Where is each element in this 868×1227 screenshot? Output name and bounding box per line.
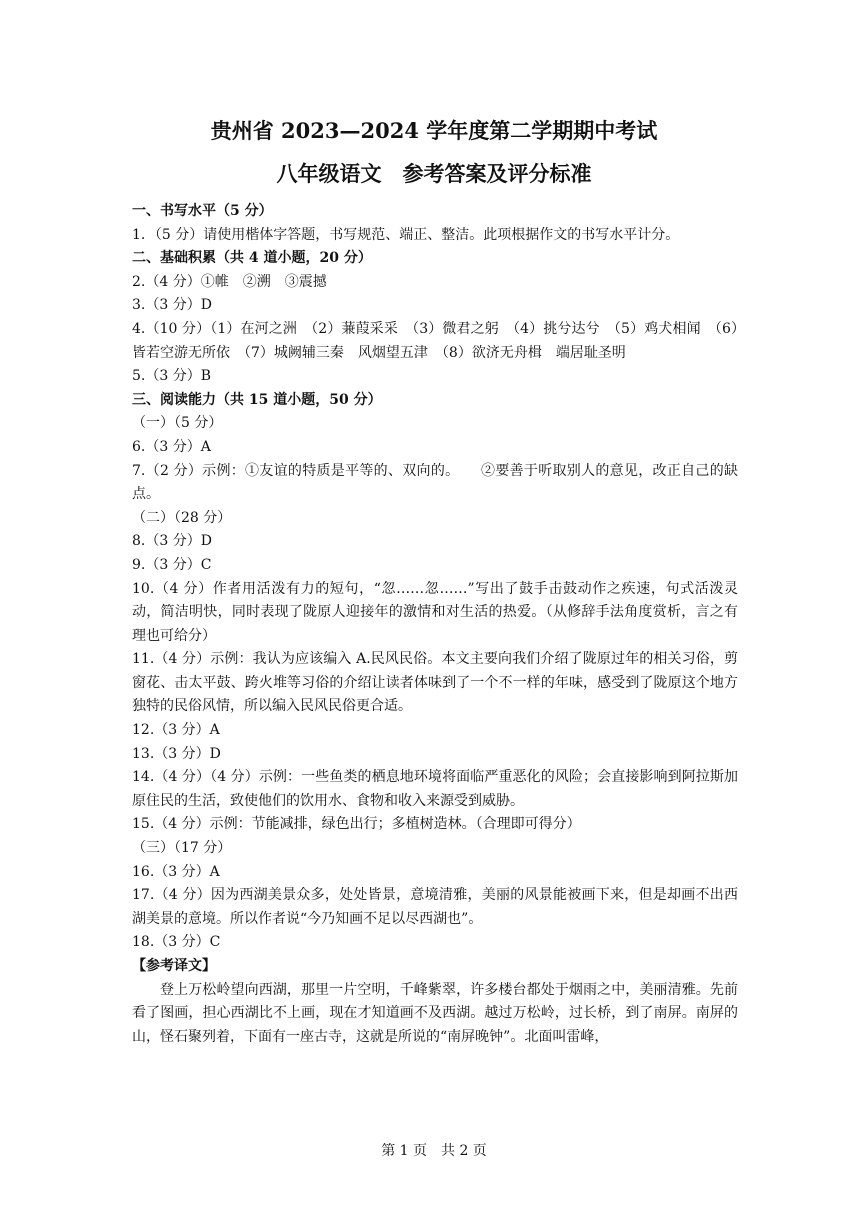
subsection-heading: （三）（17 分） — [132, 840, 232, 857]
section-heading-writing: 一、书写水平（5 分） — [132, 203, 273, 219]
answer-item: 15.（4 分）示例：节能减排，绿色出行；多植树造林。（合理即可得分） — [132, 816, 581, 833]
reference-translation-text: 登上万松岭望向西湖，那里一片空明，千峰紫翠，许多楼台都处于烟雨之中，美丽清雅。先前看了图画，担心西湖比不上画，现在才知道画不及西湖。越过万松岭，过长桥，到了南屏。南屏的山，怪石聚列着，下面有一座古寺，这就是所说的“南屏晚钟”。北面叫雷峰， — [132, 981, 738, 1045]
answer-content — [132, 200, 738, 1049]
answer-item: 9.（3 分）C — [132, 556, 212, 573]
answer-item: 18.（3 分）C — [132, 934, 221, 951]
answer-item: 5.（3 分）B — [132, 368, 212, 385]
answer-item: 3.（3 分）D — [132, 297, 212, 314]
answer-item: 16.（3 分）A — [132, 863, 220, 880]
subsection-heading: （二）（28 分） — [132, 509, 232, 526]
answer-item: 7.（2 分）示例：①友谊的特质是平等的、双向的。 ②要善于听取别人的意见，改正自己的缺点。 — [132, 462, 738, 503]
document-title: 贵州省 2023—2024 学年度第二学期期中考试 — [210, 118, 658, 143]
subsection-heading: （一）（5 分） — [132, 415, 223, 432]
reference-translation-heading: 【参考译文】 — [132, 958, 216, 974]
answer-item: 2.（4 分）①帷 ②溯 ③震撼 — [132, 273, 327, 290]
answer-item: 17.（4 分）因为西湖美景众多，处处皆景，意境清雅，美丽的风景能被画下来，但是却画不出西湖美景的意境。所以作者说“今乃知画不足以尽西湖也”。 — [132, 887, 738, 927]
section-heading-basics: 二、基础积累（共 4 道小题，20 分） — [132, 250, 372, 267]
page-footer: 第 1 页 共 2 页 — [381, 1143, 487, 1159]
answer-item: 8.（3 分）D — [132, 533, 212, 550]
answer-item: 11.（4 分）示例：我认为应该编入 A.民风民俗。本文主要向我们介绍了陇原过年的相关习俗，剪窗花、击太平鼓、跨火堆等习俗的介绍让读者体味到了一个不一样的年味，感受到了陇原这个地方独特的民俗风情，所以编入民风民俗更合适。 — [132, 651, 738, 715]
answer-item: 12.（3 分）A — [132, 722, 220, 739]
answer-item: 10.（4 分）作者用活泼有力的短句，“忽……忽……”写出了鼓手击鼓动作之疾速，句式活泼灵动，简洁明快，同时表现了陇原人迎接年的激情和对生活的热爱。（从修辞手法角度赏析，言之有理也可给分） — [132, 580, 738, 644]
section-heading-reading: 三、阅读能力（共 15 道小题，50 分） — [132, 391, 382, 408]
answer-item: 1．（5 分）请使用楷体字答题，书写规范、端正、整洁。此项根据作文的书写水平计分。 — [132, 226, 680, 243]
answer-item: 13.（3 分）D — [132, 745, 221, 762]
document-subtitle: 八年级语文 参考答案及评分标准 — [276, 161, 592, 186]
answer-item: 4.（10 分）（1）在河之洲 （2）蒹葭采采 （3）微君之躬 （4）挑兮达兮 （5）鸡犬相闻 （6）皆若空游无所依 （7）城阙辅三秦 风烟望五津 （8）欲济无舟楫 端居耻圣明 — [132, 320, 738, 361]
answer-item: 14.（4 分）（4 分）示例：一些鱼类的栖息地环境将面临严重恶化的风险；会直接影响到阿拉斯加原住民的生活，致使他们的饮用水、食物和收入来源受到威胁。 — [132, 769, 738, 809]
answer-item: 6.（3 分）A — [132, 438, 211, 455]
